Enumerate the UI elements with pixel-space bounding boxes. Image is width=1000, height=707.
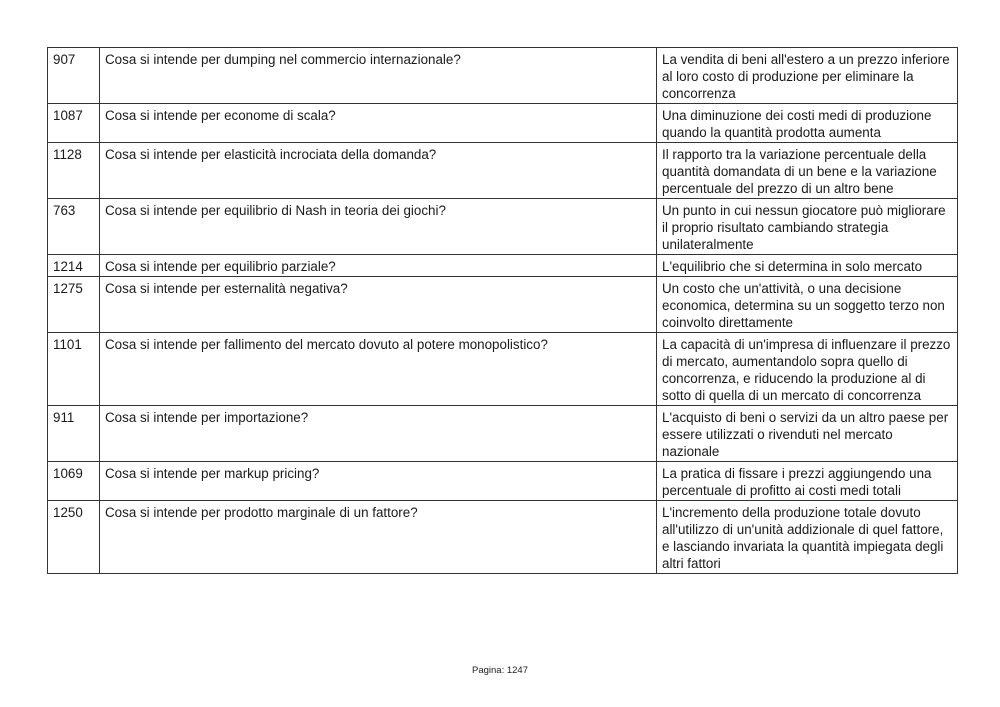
question-text: Cosa si intende per importazione? — [100, 406, 657, 462]
question-id: 907 — [48, 48, 100, 104]
answer-text: Il rapporto tra la variazione percentuale della quantità domandata di un bene e la variazione percentuale del prezzo di un altro bene — [657, 143, 958, 199]
question-text: Cosa si intende per prodotto marginale di un fattore? — [100, 501, 657, 574]
question-text: Cosa si intende per equilibrio di Nash in teoria dei giochi? — [100, 199, 657, 255]
answer-text: La vendita di beni all'estero a un prezzo inferiore al loro costo di produzione per eliminare la concorrenza — [657, 48, 958, 104]
question-id: 1087 — [48, 104, 100, 143]
question-text: Cosa si intende per esternalità negativa? — [100, 277, 657, 333]
answer-text: La capacità di un'impresa di influenzare il prezzo di mercato, aumentandolo sopra quello di concorrenza, e riducendo la produzione al di sotto di quella di un mercato di concorrenza — [657, 333, 958, 406]
question-text: Cosa si intende per markup pricing? — [100, 462, 657, 501]
question-text: Cosa si intende per equilibrio parziale? — [100, 255, 657, 277]
question-text: Cosa si intende per fallimento del mercato dovuto al potere monopolistico? — [100, 333, 657, 406]
question-text: Cosa si intende per econome di scala? — [100, 104, 657, 143]
answer-text: L'acquisto di beni o servizi da un altro paese per essere utilizzati o rivenduti nel mercato nazionale — [657, 406, 958, 462]
question-id: 1069 — [48, 462, 100, 501]
question-id: 1101 — [48, 333, 100, 406]
qa-table — [47, 47, 958, 574]
table-row — [48, 48, 958, 104]
answer-text: Una diminuzione dei costi medi di produzione quando la quantità prodotta aumenta — [657, 104, 958, 143]
answer-text: L'incremento della produzione totale dovuto all'utilizzo di un'unità addizionale di quel fattore, e lasciando invariata la quantità impiegata degli altri fattori — [657, 501, 958, 574]
answer-text: Un punto in cui nessun giocatore può migliorare il proprio risultato cambiando strategia unilateralmente — [657, 199, 958, 255]
table-row — [48, 406, 958, 462]
question-id: 1128 — [48, 143, 100, 199]
answer-text: L'equilibrio che si determina in solo mercato — [657, 255, 958, 277]
question-id: 763 — [48, 199, 100, 255]
table-row — [48, 143, 958, 199]
question-id: 911 — [48, 406, 100, 462]
table-row — [48, 255, 958, 277]
table-row — [48, 277, 958, 333]
question-text: Cosa si intende per dumping nel commercio internazionale? — [100, 48, 657, 104]
question-text: Cosa si intende per elasticità incrociata della domanda? — [100, 143, 657, 199]
question-id: 1275 — [48, 277, 100, 333]
question-id: 1214 — [48, 255, 100, 277]
table-row — [48, 501, 958, 574]
qa-table-body — [48, 48, 958, 574]
table-row — [48, 462, 958, 501]
answer-text: Un costo che un'attività, o una decisione economica, determina su un soggetto terzo non coinvolto direttamente — [657, 277, 958, 333]
page-number: Pagina: 1247 — [472, 665, 528, 676]
table-row — [48, 333, 958, 406]
question-id: 1250 — [48, 501, 100, 574]
answer-text: La pratica di fissare i prezzi aggiungendo una percentuale di profitto ai costi medi totali — [657, 462, 958, 501]
table-row — [48, 104, 958, 143]
table-row — [48, 199, 958, 255]
